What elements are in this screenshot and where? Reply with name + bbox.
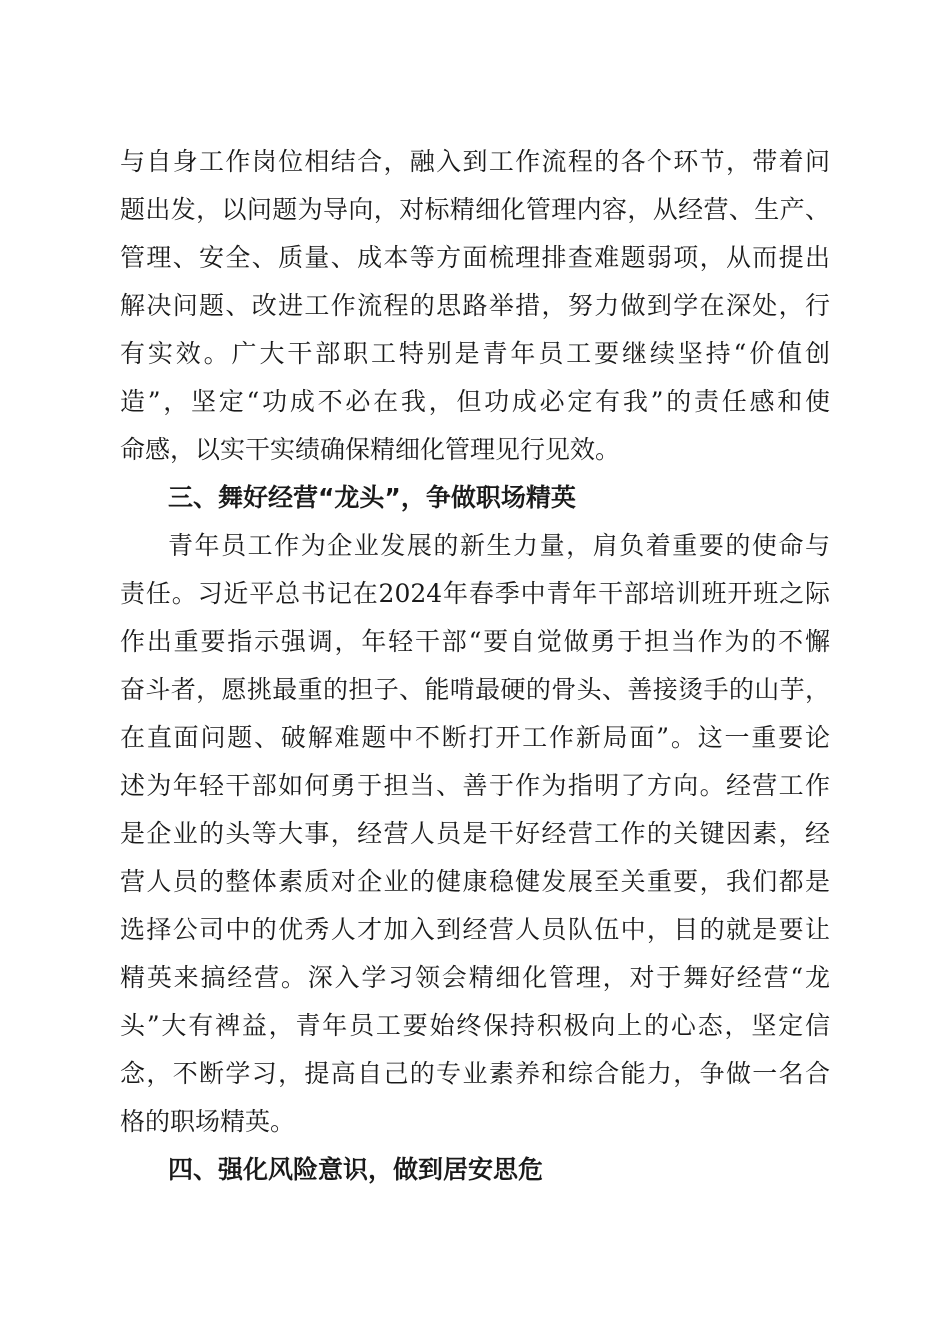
paragraph-line: 责任。习近平总书记在2024年春季中青年干部培训班开班之际 [120,579,830,608]
paragraph-line: 解决问题、改进工作流程的思路举措，努力做到学在深处，行 [120,291,830,320]
paragraph-line: 念，不断学习，提高自己的专业素养和综合能力，争做一名合 [120,1059,830,1088]
paragraph-line: 命感，以实干实绩确保精细化管理见行见效。 [120,435,621,464]
paragraph-line: 造”，坚定“功成不必在我，但功成必定有我”的责任感和使 [120,387,830,416]
paragraph-line: 选择公司中的优秀人才加入到经营人员队伍中，目的就是要让 [120,915,830,944]
paragraph-line: 营人员的整体素质对企业的健康稳健发展至关重要，我们都是 [120,867,830,896]
paragraph-line: 格的职场精英。 [120,1107,296,1136]
paragraph-line: 是企业的头等大事，经营人员是干好经营工作的关键因素，经 [120,819,830,848]
paragraph-line: 有实效。广大干部职工特别是青年员工要继续坚持“价值创 [120,339,830,368]
paragraph-line: 述为年轻干部如何勇于担当、善于作为指明了方向。经营工作 [120,771,830,800]
paragraph-line: 作出重要指示强调，年轻干部“要自觉做勇于担当作为的不懈 [120,627,830,656]
paragraph-line: 精英来搞经营。深入学习领会精细化管理，对于舞好经营“龙 [120,963,830,992]
paragraph-line: 奋斗者，愿挑最重的担子、能啃最硬的骨头、善接烫手的山芋， [120,675,830,704]
paragraph-line: 题出发，以问题为导向，对标精细化管理内容，从经营、生产、 [120,195,830,224]
section-heading: 三、舞好经营“龙头”，争做职场精英 [168,483,576,512]
paragraph-line: 管理、安全、质量、成本等方面梳理排查难题弱项，从而提出 [120,243,830,272]
paragraph-line: 青年员工作为企业发展的新生力量，肩负着重要的使命与 [168,531,830,560]
paragraph-line: 在直面问题、破解难题中不断打开工作新局面”。这一重要论 [120,723,830,752]
paragraph-line: 头”大有裨益，青年员工要始终保持积极向上的心态，坚定信 [120,1011,830,1040]
section-heading: 四、强化风险意识，做到居安思危 [168,1155,544,1184]
paragraph-line: 与自身工作岗位相结合，融入到工作流程的各个环节，带着问 [120,147,830,176]
